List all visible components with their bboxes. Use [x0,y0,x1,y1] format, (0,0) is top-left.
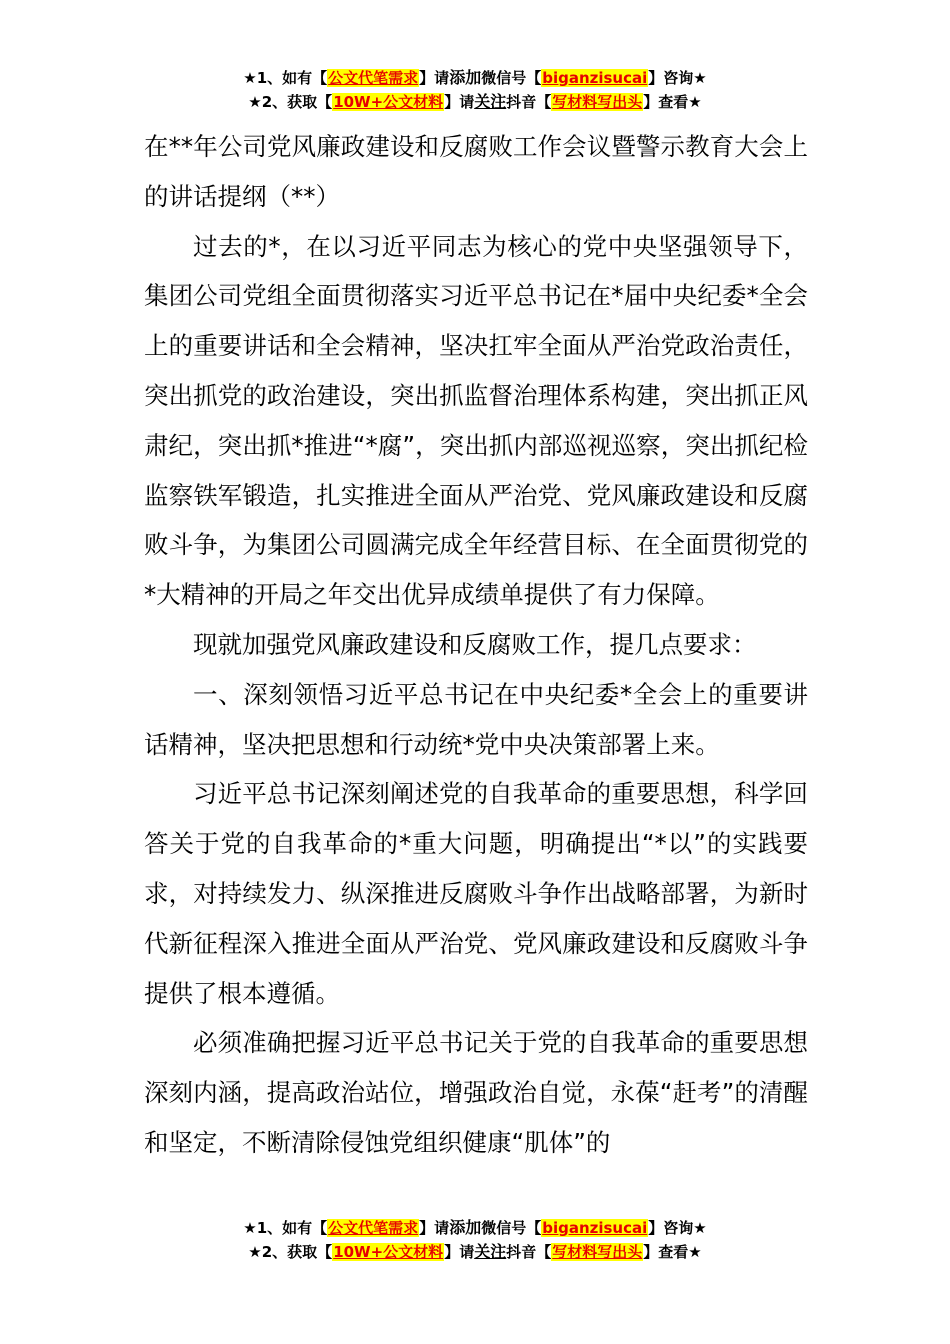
paragraph: 现就加强党风廉政建设和反腐败工作，提几点要求： [193,629,757,659]
banner-highlight: 10W+公文材料 [333,93,444,111]
document-body [144,122,808,1168]
banner-highlight: 写材料写出头 [552,93,643,111]
footer-banner [0,1216,950,1264]
banner-highlight: 10W+公文材料 [333,1243,444,1261]
banner-emphasis: 添加 [449,1218,482,1237]
banner-highlight: biganzisucai [542,69,648,87]
banner-text: ★1、如有【 [243,1219,328,1237]
banner-text: 微信号【 [481,69,542,87]
banner-emphasis: 关注 [474,1242,507,1261]
banner-text: 】查看★ [643,93,702,111]
banner-highlight: biganzisucai [542,1219,648,1237]
banner-text: 】请 [444,1243,475,1261]
banner-highlight: 公文代笔需求 [328,1219,419,1237]
paragraph: 必须准确把握习近平总书记关于党的自我革命的重要思想深刻内涵，提高政治站位，增强政治自觉，永葆“赶考”的清醒和坚定，不断清除侵蚀党组织健康“肌体”的 [144,1028,808,1157]
banner-highlight: 公文代笔需求 [328,69,419,87]
banner-line-1 [0,66,950,90]
banner-text: 】咨询★ [648,69,707,87]
paragraph: 过去的*，在以习近平同志为核心的党中央坚强领导下，集团公司党组全面贯彻落实习近平总书记在*届中央纪委*全会上的重要讲话和全会精神，坚决扛牢全面从严治党政治责任，突出抓党的政治建设，突出抓监督治理体系构建，突出抓正风肃纪，突出抓*推进“*腐”，突出抓内部巡视巡察，突出抓纪检监察铁军锻造，扎实推进全面从严治党、党风廉政建设和反腐败斗争，为集团公司圆满完成全年经营目标、在全面贯彻党的*大精神的开局之年交出优异成绩单提供了有力保障。 [144,231,808,610]
banner-text: ★1、如有【 [243,69,328,87]
banner-line-2 [0,1240,950,1264]
paragraph: 习近平总书记深刻阐述党的自我革命的重要思想，科学回答关于党的自我革命的*重大问题，明确提出“*以”的实践要求，对持续发力、纵深推进反腐败斗争作出战略部署，为新时代新征程深入推进全面从严治党、党风廉政建设和反腐败斗争提供了根本遵循。 [144,779,808,1008]
section-heading: 一、深刻领悟习近平总书记在中央纪委*全会上的重要讲话精神，坚决把思想和行动统*党中央决策部署上来。 [144,679,808,759]
banner-text: 微信号【 [481,1219,542,1237]
banner-text: 】请 [444,93,475,111]
header-banner [0,66,950,114]
banner-text: ★2、获取【 [248,1243,333,1261]
document-title: 在**年公司党风廉政建设和反腐败工作会议暨警示教育大会上的讲话提纲（**） [144,132,808,211]
banner-text: 】请 [419,69,450,87]
banner-line-2 [0,90,950,114]
banner-text: 】查看★ [643,1243,702,1261]
banner-text: 】咨询★ [648,1219,707,1237]
banner-text: 】请 [419,1219,450,1237]
banner-highlight: 写材料写出头 [552,1243,643,1261]
banner-line-1 [0,1216,950,1240]
banner-text: ★2、获取【 [248,93,333,111]
banner-text: 抖音【 [506,93,552,111]
banner-emphasis: 添加 [449,68,482,87]
banner-text: 抖音【 [506,1243,552,1261]
banner-emphasis: 关注 [474,92,507,111]
